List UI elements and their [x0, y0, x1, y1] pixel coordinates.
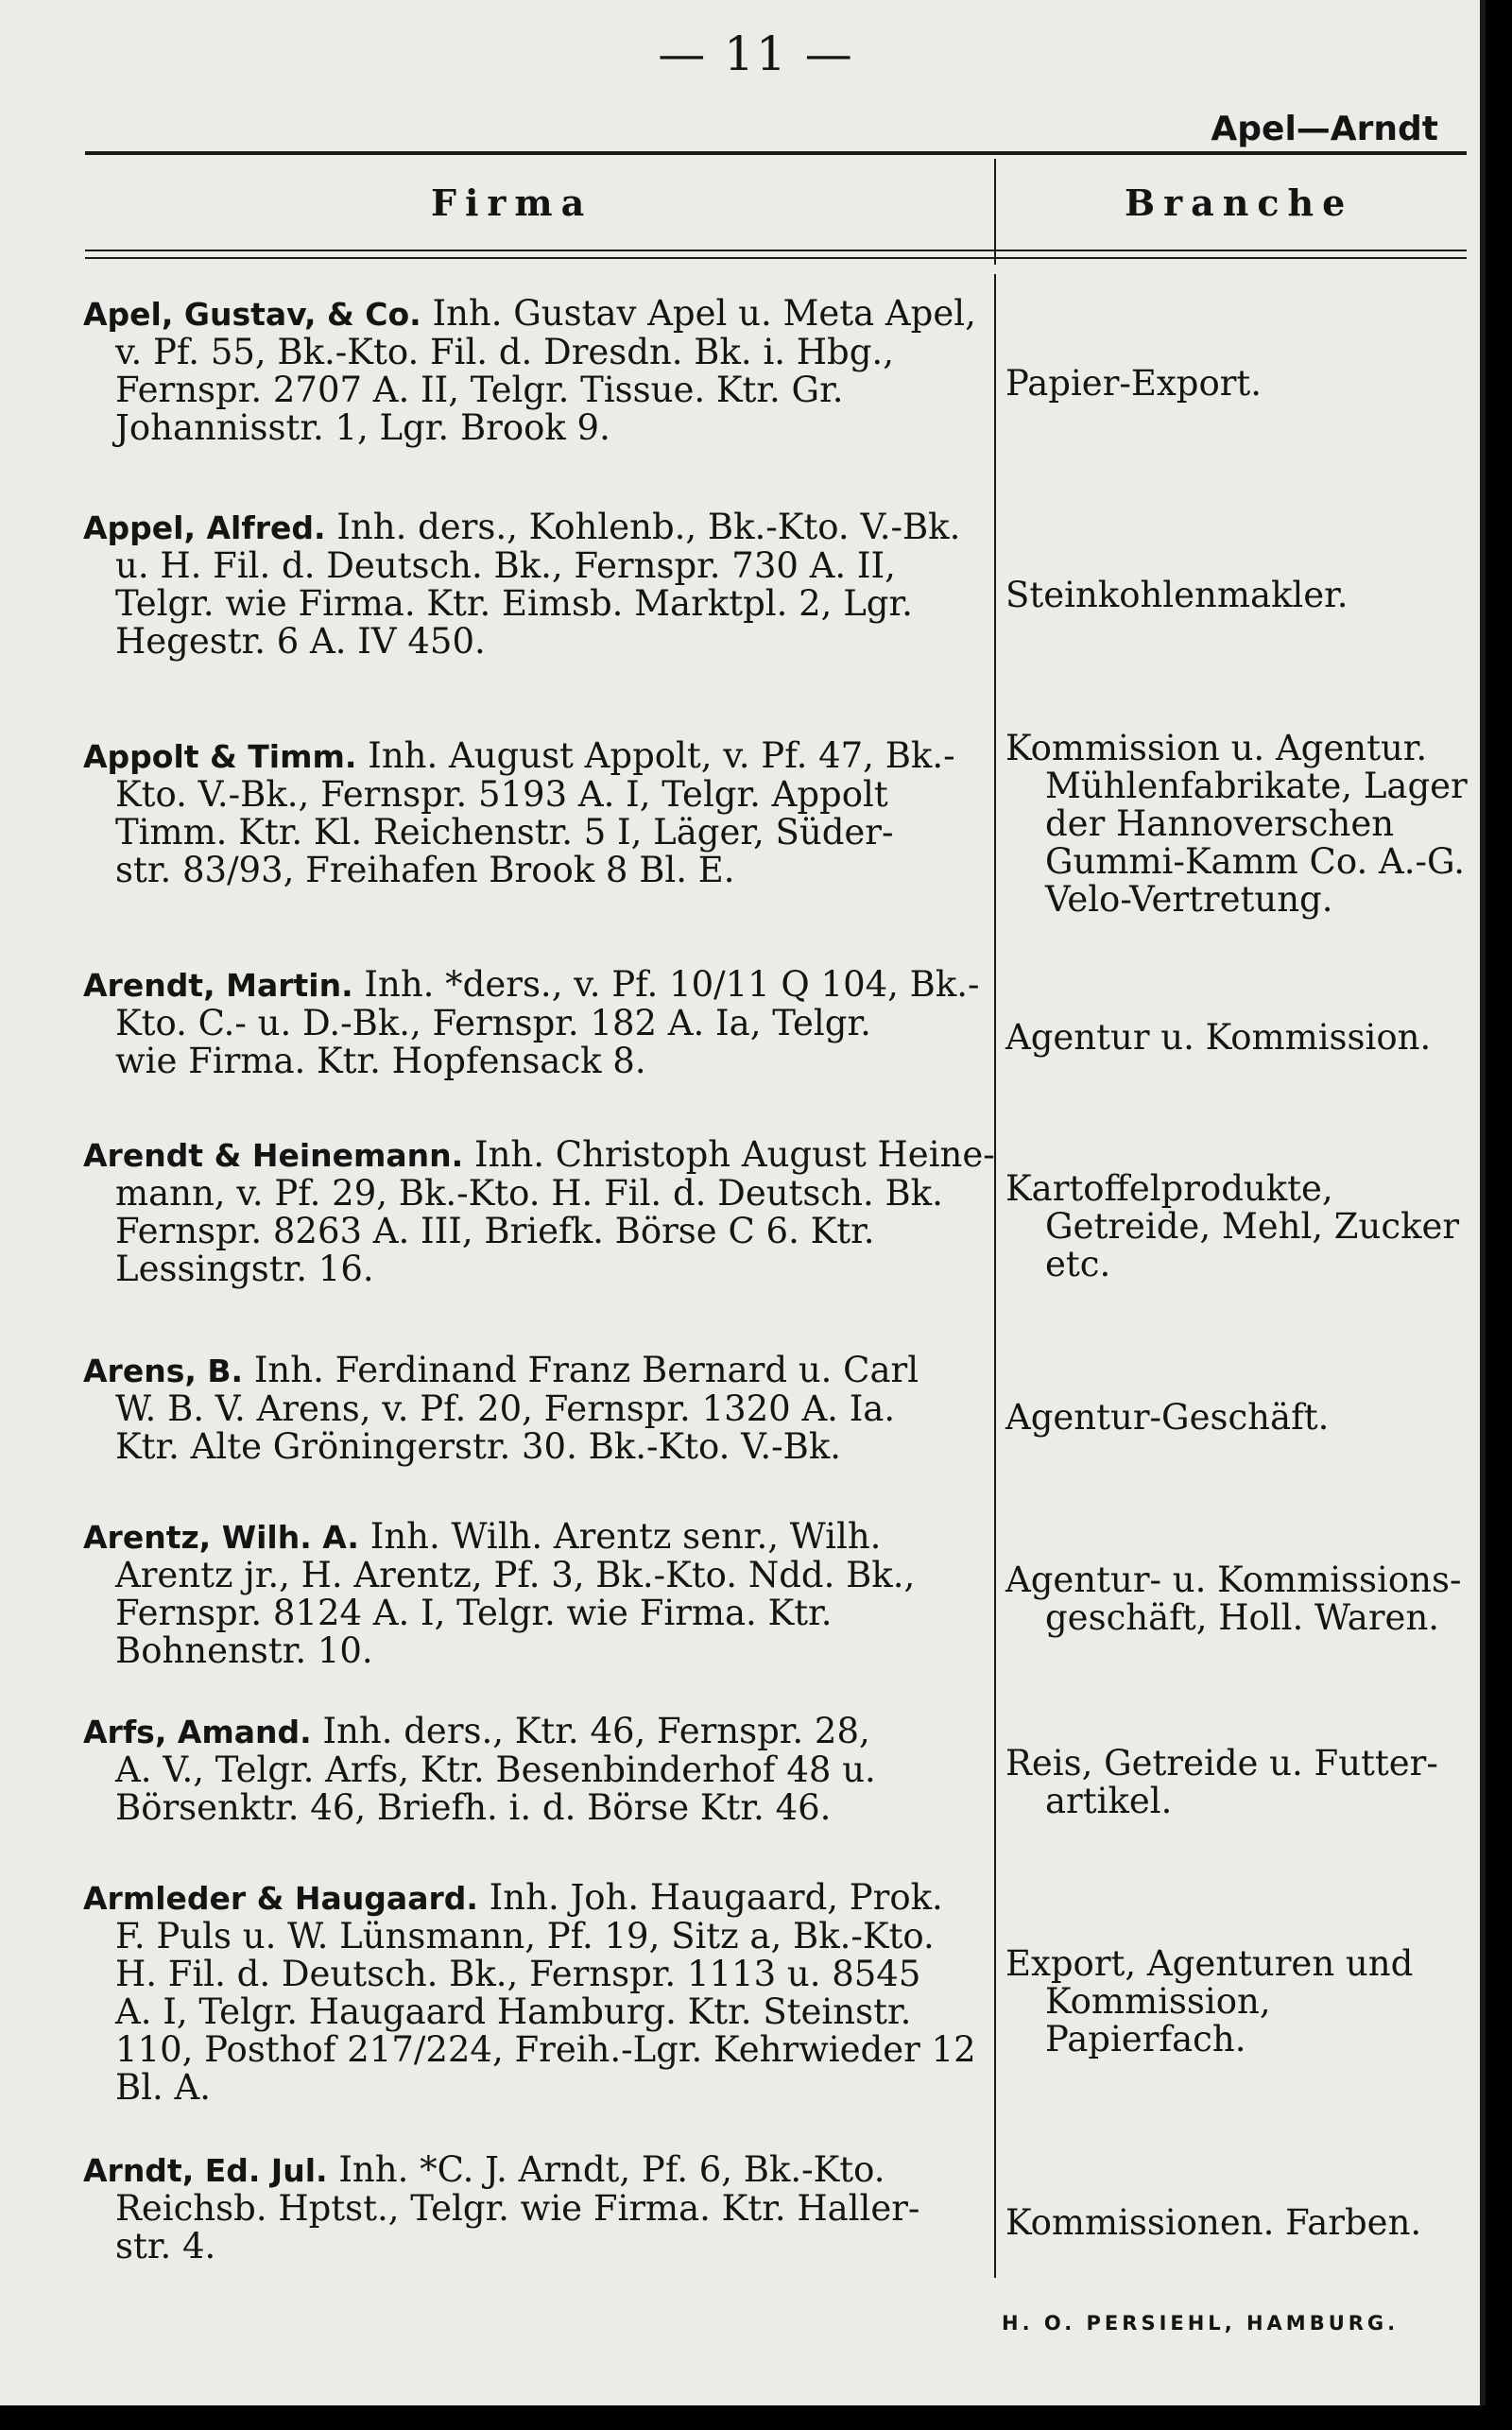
entry-text: Inh. ders., Ktr. 46, Fernspr. 28, [322, 1711, 870, 1751]
entry-text: Inh. Joh. Haugaard, Prok. [489, 1877, 943, 1918]
firm-name: Arndt, Ed. Jul. [83, 2152, 328, 2189]
entry-text: Inh. Ferdinand Franz Bernard u. Carl [253, 1350, 919, 1390]
directory-entry [83, 737, 981, 889]
branche-text: Kartoffelprodukte, Getreide, Mehl, Zucker etc. [1005, 1168, 1460, 1284]
running-head: Apel—Arndt [1211, 110, 1438, 148]
entry-text: mann, v. Pf. 29, Bk.-Kto. H. Fil. d. Deutsch. Bk. [115, 1173, 943, 1214]
firm-name: Apel, Gustav, & Co. [83, 296, 421, 333]
entry-text: F. Puls u. W. Lünsmann, Pf. 19, Sitz a, Bk.-Kto. [115, 1916, 935, 1956]
entry-text: str. 83/93, Freihafen Brook 8 Bl. E. [115, 850, 735, 890]
column-header-branche: Branche [1125, 181, 1354, 224]
header-top-rule [85, 151, 1467, 155]
firm-name: Appel, Alfred. [83, 509, 326, 546]
entry-text: Arentz jr., H. Arentz, Pf. 3, Bk.-Kto. Ndd. Bk., [115, 1555, 916, 1595]
directory-entry [83, 2151, 981, 2266]
entry-text: Inh. August Appolt, v. Pf. 47, Bk.- [368, 735, 955, 776]
entry-text: H. Fil. d. Deutsch. Bk., Fernspr. 1113 u. 8545 [115, 1954, 921, 1994]
branche-text: Kommissionen. Farben. [1005, 2202, 1422, 2243]
entry-text: u. H. Fil. d. Deutsch. Bk., Fernspr. 730 A. II, [115, 545, 896, 586]
entry-text: Inh. ders., Kohlenb., Bk.-Kto. V.-Bk. [336, 507, 961, 547]
page-number: — 11 — [658, 26, 854, 81]
branche-text: Agentur-Geschäft. [1005, 1397, 1330, 1438]
entry-text: Inh. Wilh. Arentz senr., Wilh. [369, 1516, 882, 1557]
entry-text: wie Firma. Ktr. Hopfensack 8. [115, 1041, 646, 1081]
entry-text: str. 4. [115, 2226, 216, 2266]
entry-text: Telgr. wie Firma. Ktr. Eimsb. Marktpl. 2, Lgr. [115, 583, 913, 624]
entry-text: Kto. V.-Bk., Fernspr. 5193 A. I, Telgr. Appolt [115, 774, 888, 815]
entry-text: Bl. A. [115, 2067, 212, 2108]
entry-text: Inh. *C. J. Arndt, Pf. 6, Bk.-Kto. [338, 2149, 885, 2190]
entry-text: Börsenktr. 46, Briefh. i. d. Börse Ktr. 46. [115, 1787, 832, 1828]
entry-text: Bohnenstr. 10. [115, 1630, 373, 1671]
directory-entry [83, 295, 981, 447]
branche-text: Agentur- u. Kommissions- geschäft, Holl. Waren. [1005, 1560, 1462, 1638]
directory-entry [83, 966, 981, 1080]
entry-text: Lessingstr. 16. [115, 1249, 374, 1289]
entry-text: 110, Posthof 217/224, Freih.-Lgr. Kehrwieder 12 [115, 2029, 976, 2070]
branche-text: Steinkohlenmakler. [1005, 575, 1349, 615]
branche-text: Agentur u. Kommission. [1005, 1017, 1432, 1058]
branche-text: Papier-Export. [1005, 363, 1263, 404]
firm-name: Arendt, Martin. [83, 967, 353, 1004]
entry-text: Kto. C.- u. D.-Bk., Fernspr. 182 A. Ia, Telgr. [115, 1003, 871, 1043]
entry-text: A. V., Telgr. Arfs, Ktr. Besenbinderhof 48 u. [115, 1749, 876, 1790]
column-divider [994, 274, 996, 2278]
directory-entry [83, 1352, 981, 1466]
entry-text: Hegestr. 6 A. IV 450. [115, 621, 486, 662]
directory-entry [83, 1713, 981, 1827]
entry-text: Fernspr. 8124 A. I, Telgr. wie Firma. Ktr. [115, 1593, 833, 1633]
printer-imprint: H. O. PERSIEHL, HAMBURG. [1002, 2312, 1400, 2335]
firm-name: Arendt & Heinemann. [83, 1137, 464, 1174]
entry-text: Ktr. Alte Gröningerstr. 30. Bk.-Kto. V.-Bk. [115, 1426, 842, 1467]
entry-text: Fernspr. 2707 A. II, Telgr. Tissue. Ktr. Gr. [115, 370, 844, 410]
directory-entry [83, 1879, 981, 2107]
entry-text: W. B. V. Arens, v. Pf. 20, Fernspr. 1320 A. Ia. [115, 1388, 896, 1429]
entry-text: Inh. *ders., v. Pf. 10/11 Q 104, Bk.- [364, 964, 980, 1005]
firm-name: Armleder & Haugaard. [83, 1880, 478, 1917]
branche-text: Reis, Getreide u. Futter- artikel. [1005, 1743, 1438, 1821]
column-header-firma: Firma [431, 181, 593, 224]
firm-name: Arentz, Wilh. A. [83, 1519, 359, 1556]
entry-text: Timm. Ktr. Kl. Reichenstr. 5 I, Läger, Süder- [115, 812, 894, 853]
directory-entry [83, 1518, 981, 1670]
entry-text: Inh. Gustav Apel u. Meta Apel, [432, 293, 976, 334]
directory-entry [83, 508, 981, 661]
entry-text: Johannisstr. 1, Lgr. Brook 9. [115, 407, 610, 448]
entry-text: v. Pf. 55, Bk.-Kto. Fil. d. Dresdn. Bk. i. Hbg., [115, 332, 894, 372]
branche-text: Kommission u. Agentur. Mühlenfabrikate, Lager der Hannoverschen Gummi-Kamm Co. A.-G. Velo-Vertretung. [1005, 728, 1468, 920]
firm-name: Arfs, Amand. [83, 1714, 312, 1750]
firm-name: Appolt & Timm. [83, 738, 357, 775]
entry-text: Inh. Christoph August Heine- [473, 1134, 995, 1175]
directory-entry [83, 1134, 995, 1289]
header-bottom-rule-2 [85, 257, 1467, 259]
branche-text: Export, Agenturen und Kommission, Papierfach. [1005, 1943, 1414, 2059]
entry-text: A. I, Telgr. Haugaard Hamburg. Ktr. Steinstr. [115, 1991, 912, 2032]
header-bottom-rule-1 [85, 250, 1467, 251]
firm-name: Arens, B. [83, 1353, 244, 1389]
entry-text: Reichsb. Hptst., Telgr. wie Firma. Ktr. Haller- [115, 2188, 920, 2229]
entry-text: Fernspr. 8263 A. III, Briefk. Börse C 6. Ktr. [115, 1211, 875, 1251]
